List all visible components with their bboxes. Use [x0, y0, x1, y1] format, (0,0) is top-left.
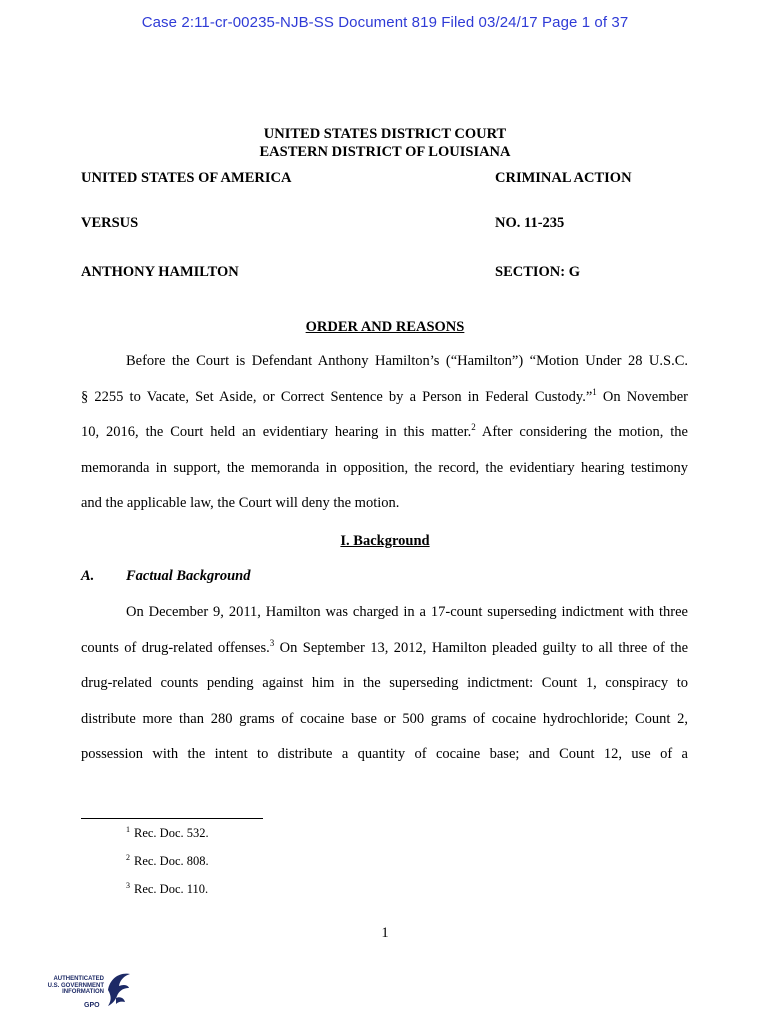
court-filing-stamp: Case 2:11-cr-00235-NJB-SS Document 819 Filed 03/24/17 Page 1 of 37 — [141, 14, 629, 31]
footnote-ref-1: 1 — [592, 386, 597, 397]
document-title: ORDER AND REASONS — [305, 319, 465, 335]
court-name — [0, 125, 770, 161]
factual-paragraph — [81, 602, 688, 780]
page-number: 1 — [381, 925, 389, 941]
gpo-mark: GPO — [84, 1002, 100, 1009]
section-heading-background: I. Background — [340, 533, 430, 549]
subsection-title: Factual Background — [126, 568, 251, 584]
factual-line-5: possession with the intent to distribute a quantity of cocaine base; and Count 12, use of a — [81, 746, 688, 762]
footnote-2: $^2$ Rec. Doc. 808. — [126, 853, 209, 868]
caption-versus: VERSUS — [81, 215, 139, 231]
subsection-label: A. — [81, 568, 95, 584]
footnote-1: $^1$ Rec. Doc. 532. — [126, 825, 209, 840]
intro-line-4: memoranda in support, the memoranda in opposition, the record, the evidentiary hearing testimony — [81, 459, 688, 476]
footnote-ref-3: 3 — [269, 637, 275, 648]
court-name-line1: UNITED STATES DISTRICT COURT — [263, 126, 507, 142]
factual-line-1: On December 9, 2011, Hamilton was charged in a 17-count superseding indictment with three — [126, 604, 688, 620]
footnote-divider — [81, 818, 263, 819]
intro-line-1: Before the Court is Defendant Anthony Hamilton’s (“Hamilton”) “Motion Under 28 U.S.C. — [126, 353, 688, 369]
footnote-ref-2: 2 — [471, 422, 476, 432]
factual-line-2: counts of drug-related offenses.$^3$ On September 13, 2012, Hamilton pleaded guilty to all three of the — [81, 637, 688, 656]
eagle-icon — [102, 968, 134, 1014]
intro-line-5: and the applicable law, the Court will deny the motion. — [81, 495, 400, 511]
caption-section: SECTION: G — [495, 264, 581, 280]
intro-paragraph — [81, 351, 688, 529]
caption-party-defendant: ANTHONY HAMILTON — [81, 264, 239, 280]
footnote-3: $^3$ Rec. Doc. 110. — [126, 881, 209, 896]
gpo-seal-text: AUTHENTICATED U.S. GOVERNMENT INFORMATION — [47, 976, 104, 995]
caption-party-plaintiff: UNITED STATES OF AMERICA — [81, 170, 292, 186]
court-name-line2: EASTERN DISTRICT OF LOUISIANA — [259, 144, 511, 160]
intro-line-3: 10, 2016, the Court held an evidentiary hearing in this matter.$^2$ After considering the motion, the — [81, 422, 688, 440]
caption-case-type: CRIMINAL ACTION — [495, 170, 632, 186]
intro-line-2: § 2255 to Vacate, Set Aside, or Correct Sentence by a Person in Federal Custody.”$^1$ On November — [81, 386, 688, 405]
caption-case-number: NO. 11-235 — [495, 215, 565, 231]
factual-line-3: drug-related counts pending against him in the superseding indictment: Count 1, conspiracy to — [81, 675, 688, 691]
factual-line-4: distribute more than 280 grams of cocaine base or 500 grams of cocaine hydrochloride; Count 2, — [81, 710, 688, 727]
gpo-authentication-seal — [44, 968, 134, 1016]
